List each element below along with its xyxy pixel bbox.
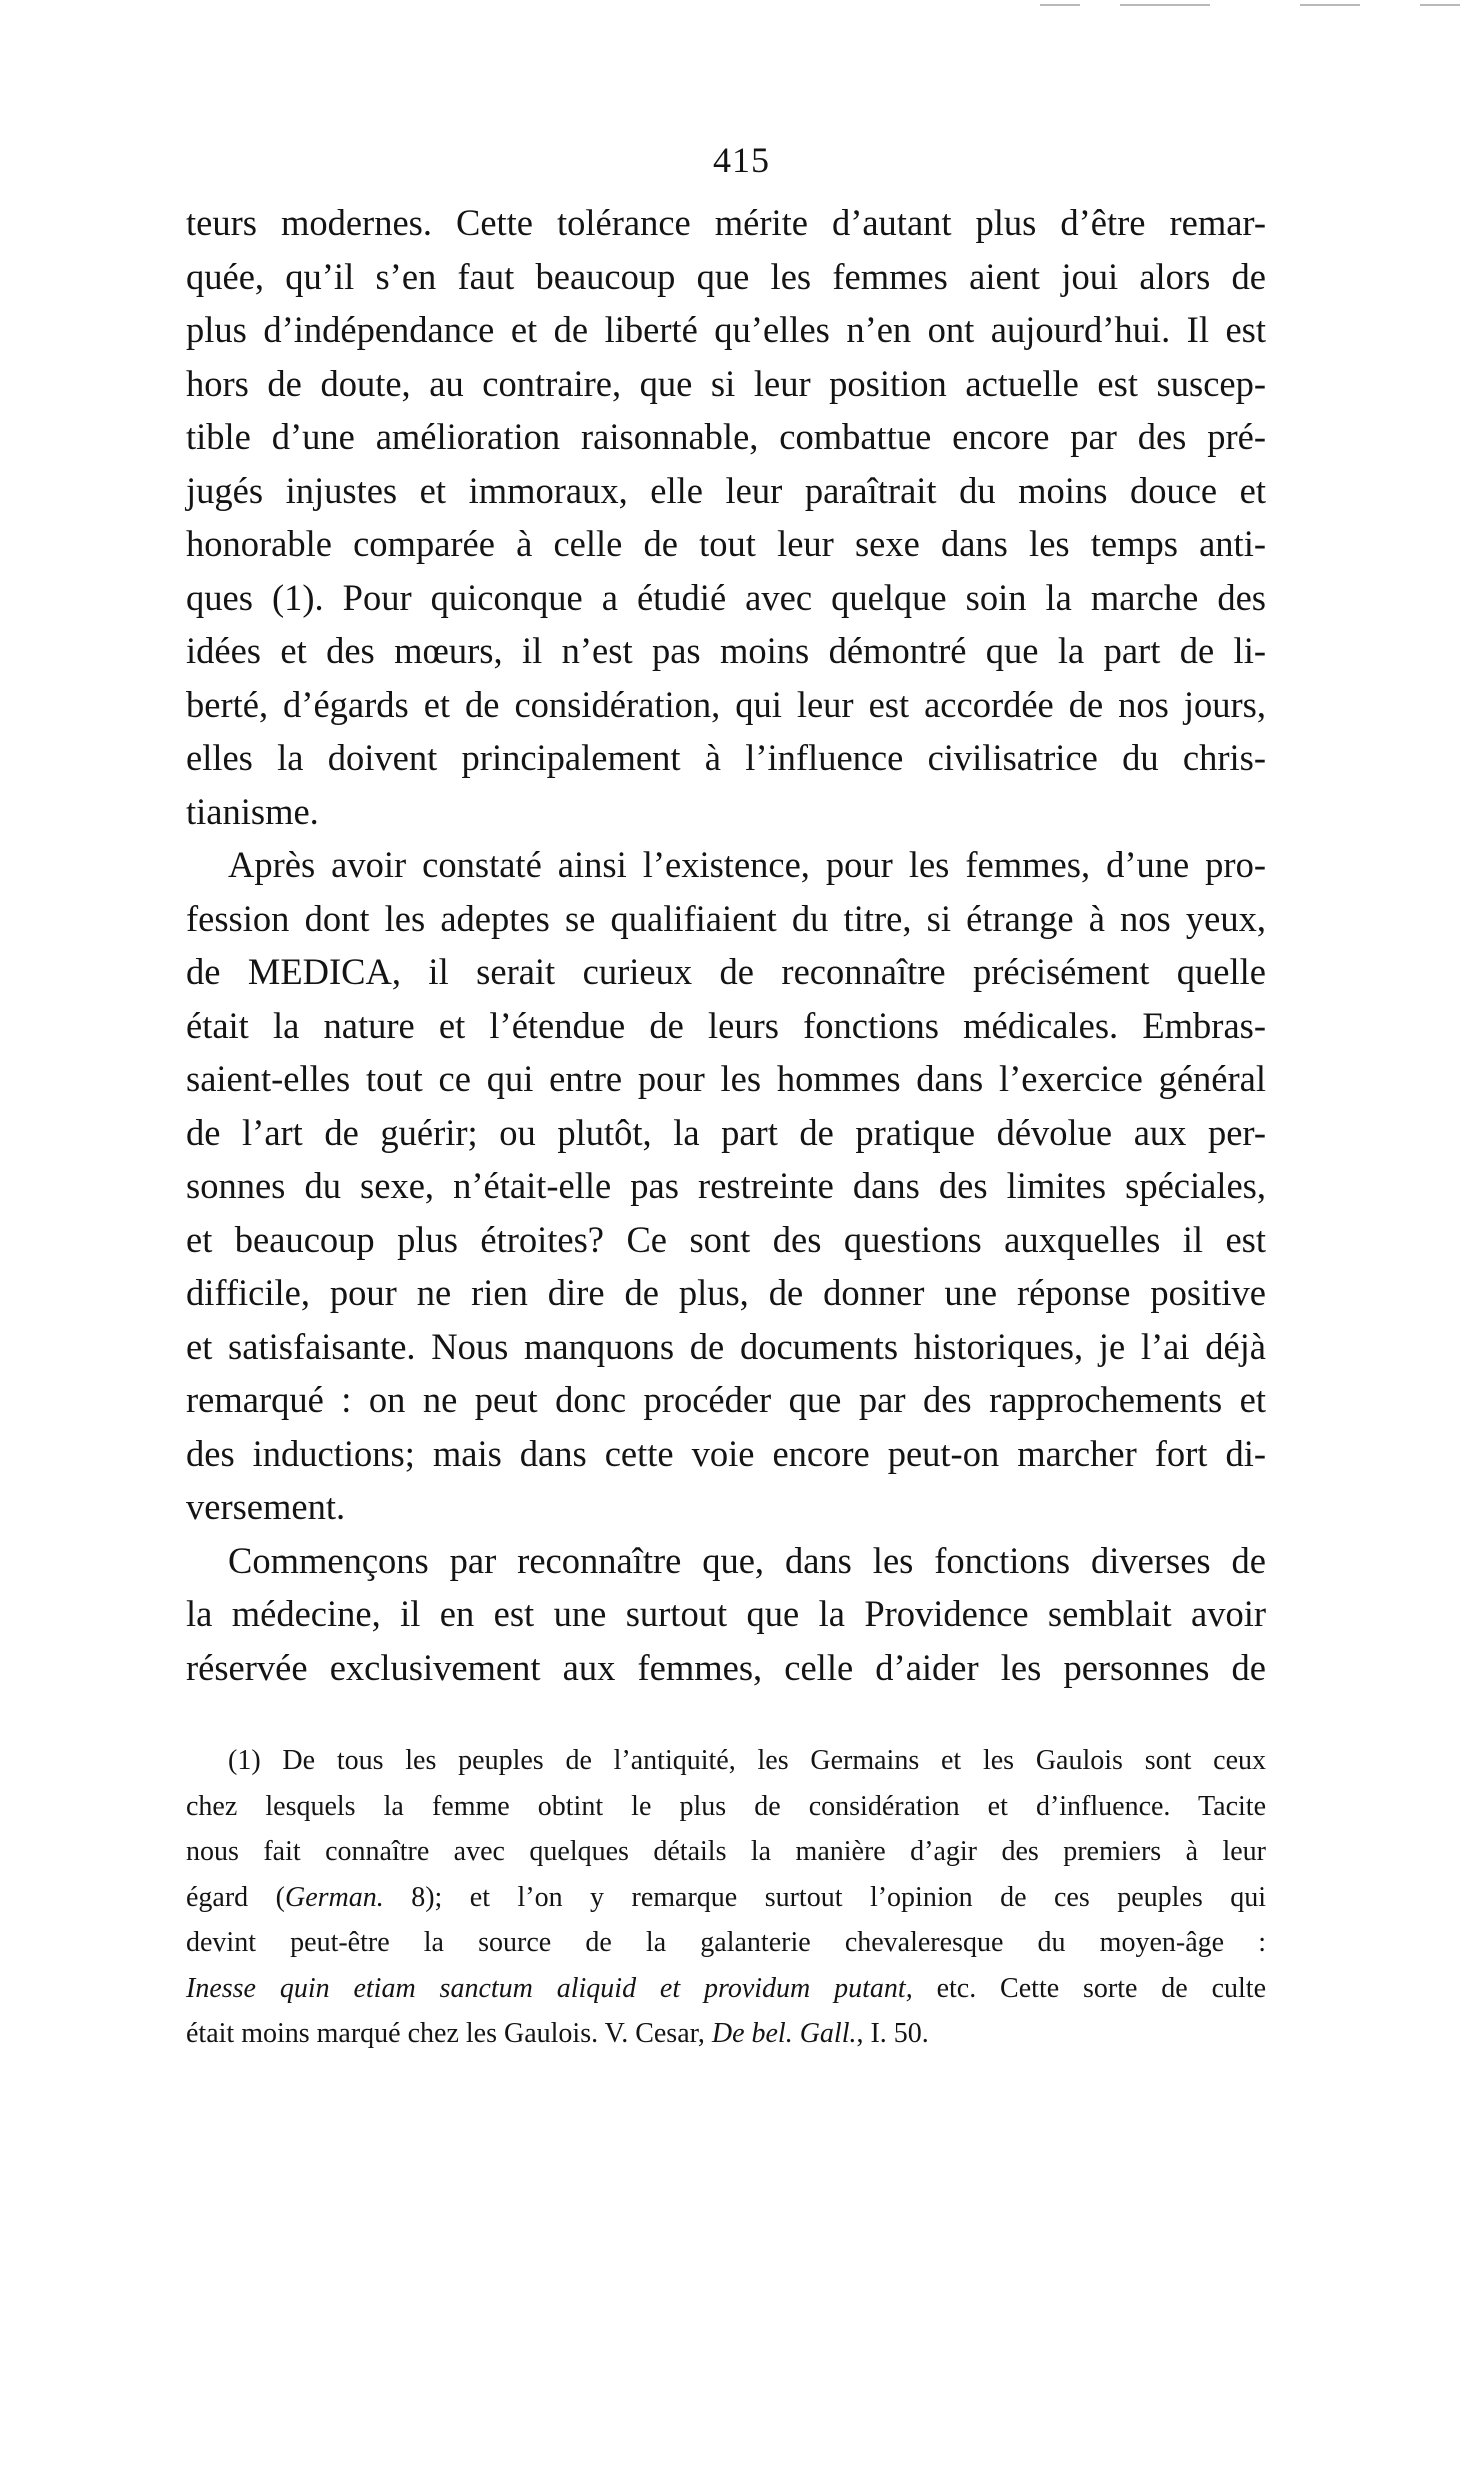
text-line: honorable comparée à celle de tout leur sexe dans les temps anti- xyxy=(186,523,1266,564)
text-line: de MEDICA, il serait curieux de reconnaître précisément quelle xyxy=(186,951,1266,992)
text-line: et satisfaisante. Nous manquons de documents historiques, je l’ai déjà xyxy=(186,1325,1266,1367)
text-line: quée, qu’il s’en faut beaucoup que les femmes aient joui alors de xyxy=(186,255,1266,297)
paragraph-2 xyxy=(186,838,1266,1534)
text-line: tianisme. xyxy=(186,790,319,832)
text-line: difficile, pour ne rien dire de plus, de donner une réponse positive xyxy=(186,1272,1266,1313)
footnote-text: égard ( xyxy=(186,1881,285,1913)
footnote-text: etc. Cette sorte de culte xyxy=(912,1972,1267,2004)
text-line: Commençons par reconnaître que, dans les fonctions diverses de xyxy=(228,1539,1266,1581)
citation-title: German. xyxy=(284,1881,384,1913)
footnote-line: (1) De tous les peuples de l’antiquité, les Germains et les Gaulois sont ceux xyxy=(228,1745,1266,1776)
text-line: elles la doivent principalement à l’influence civilisatrice du chris- xyxy=(186,737,1266,778)
text-line: et beaucoup plus étroites? Ce sont des questions auxquelles il est xyxy=(186,1218,1266,1260)
text-line: des inductions; mais dans cette voie encore peut-on marcher fort di- xyxy=(186,1432,1266,1474)
text-line: saient-elles tout ce qui entre pour les hommes dans l’exercice général xyxy=(186,1058,1266,1099)
text-line: était la nature et l’étendue de leurs fonctions médicales. Embras- xyxy=(186,1004,1266,1046)
text-line: teurs modernes. Cette tolérance mérite d’autant plus d’être remar- xyxy=(186,202,1266,243)
footnote-line xyxy=(186,1966,1266,2012)
footnote-line: chez lesquels la femme obtint le plus de considération et d’influence. Tacite xyxy=(186,1790,1266,1822)
citation-title: De bel. Gall. xyxy=(711,2018,857,2049)
footnote-line xyxy=(186,1875,1266,1921)
footnote-text: , I. 50. xyxy=(856,2018,929,2049)
text-line: plus d’indépendance et de liberté qu’elles n’en ont aujourd’hui. Il est xyxy=(186,309,1266,350)
text-line: ques (1). Pour quiconque a étudié avec quelque soin la marche des xyxy=(186,576,1266,618)
latin-quotation: Inesse quin etiam sanctum aliquid et providum putant, xyxy=(186,1972,913,2004)
text-line: remarqué : on ne peut donc procéder que par des rapprochements et xyxy=(186,1379,1266,1420)
footnote-text: était moins marqué chez les Gaulois. V. Cesar, xyxy=(186,2018,712,2049)
footnote xyxy=(186,1738,1266,2057)
text-line: la médecine, il en est une surtout que la Providence semblait avoir xyxy=(186,1593,1266,1634)
text-line: sonnes du sexe, n’était-elle pas restreinte dans des limites spéciales, xyxy=(186,1165,1266,1206)
body-text xyxy=(186,196,1266,1694)
footnote-text: 8); et l’on y remarque surtout l’opinion de ces peuples qui xyxy=(383,1881,1266,1913)
text-line: hors de doute, au contraire, que si leur position actuelle est suscep- xyxy=(186,362,1266,404)
footnote-line xyxy=(186,2011,1266,2057)
text-line: versement. xyxy=(186,1486,346,1527)
paragraph-1 xyxy=(186,196,1266,838)
text-line: idées et des mœurs, il n’est pas moins démontré que la part de li- xyxy=(186,630,1266,671)
footnote-line: devint peut-être la source de la galanterie chevaleresque du moyen-âge : xyxy=(186,1927,1266,1958)
page-number: 415 xyxy=(713,140,770,180)
text-line: tible d’une amélioration raisonnable, combattue encore par des pré- xyxy=(186,416,1266,457)
paragraph-3 xyxy=(186,1534,1266,1695)
footnote-line: nous fait connaître avec quelques détails la manière d’agir des premiers à leur xyxy=(186,1836,1266,1867)
text-line: réservée exclusivement aux femmes, celle d’aider les personnes de xyxy=(186,1646,1266,1688)
text-line: jugés injustes et immoraux, elle leur paraîtrait du moins douce et xyxy=(186,469,1266,511)
text-line: de l’art de guérir; ou plutôt, la part de pratique dévolue aux per- xyxy=(186,1111,1266,1153)
text-line: fession dont les adeptes se qualifiaient du titre, si étrange à nos yeux, xyxy=(186,897,1266,939)
text-line: berté, d’égards et de considération, qui leur est accordée de nos jours, xyxy=(186,683,1266,725)
text-line: Après avoir constaté ainsi l’existence, pour les femmes, d’une pro- xyxy=(228,844,1266,885)
scan-edge-marks xyxy=(1000,0,1480,12)
